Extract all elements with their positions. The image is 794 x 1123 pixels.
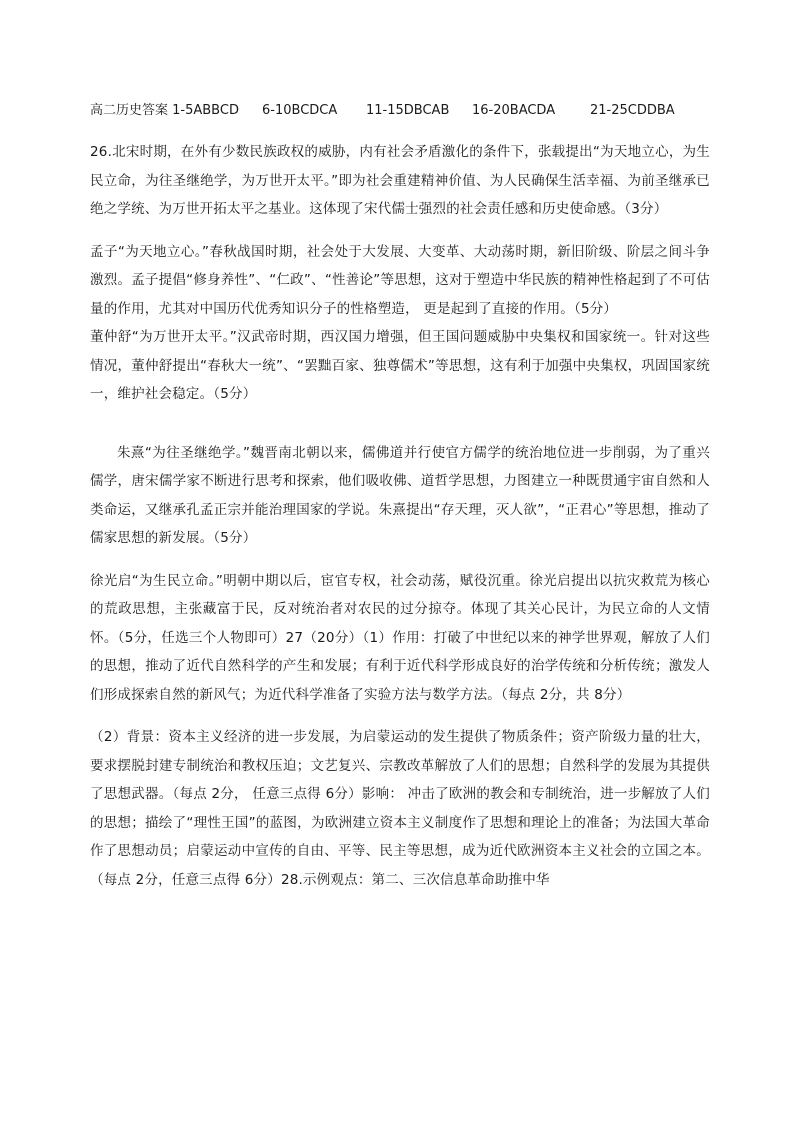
answers-16-20: 16-20BACDA [472,103,556,118]
answer-key-title: 高二历史答案 1-5ABBCD [90,103,239,118]
mencius-paragraph: 孟子“为天地立心。”春秋战国时期，社会处于大发展、大变革、大动荡时期，新旧阶级、阶层之间斗争激烈。孟子提倡“修身养性”、“仁政”、“性善论”等思想，这对于塑造中华民族的精神性格起到了不可估量的作用，尤其对中国历代优秀知识分子的性格塑造， 更是起到了直接的作用。（5分） [90,243,710,317]
answers-21-25: 21-25CDDBA [590,103,675,118]
answer-key-header [90,96,710,126]
zhu-xi-paragraph: 朱熹“为往圣继绝学。”魏晋南北朝以来，儒佛道并行使官方儒学的统治地位进一步削弱，为了重兴儒学，唐宋儒学家不断进行思考和探索，他们吸收佛、道哲学思想，力图建立一种既贯通宇宙自然和人类命运，又继承孔孟正宗并能治理国家的学说。朱熹提出“存天理，灭人欲”，“正君心”等思想，推动了儒家思想的新发展。（5分） [90,444,710,546]
document-page [90,96,710,894]
answers-11-15: 11-15DBCAB [366,103,450,118]
xu-guangqi-paragraph: 徐光启“为生民立命。”明朝中期以后，宦官专权，社会动荡，赋役沉重。徐光启提出以抗灾救荒为核心的荒政思想，主张藏富于民，反对统治者对农民的过分掠夺。体现了其关心民计，为民立命的人文情怀。（5分，任选三个人物即可）27（20分）（1）作用：打破了中世纪以来的神学世界观，解放了人们的思想，推动了近代自然科学的产生和发展；有利于近代科学形成良好的治学传统和分析传统；激发人们形成探索自然的新风气；为近代科学准备了实验方法与数学方法。（每点 2分，共 8分） [90,572,710,703]
question-26-answer: 26.北宋时期，在外有少数民族政权的威胁，内有社会矛盾激化的条件下，张载提出“为天地立心，为生民立命，为往圣继绝学，为万世开太平。”即为社会重建精神价值、为人民确保生活幸福、为前圣继承已绝之学统、为万世开拓太平之基业。这体现了宋代儒士强烈的社会责任感和历史使命感。（3分） [90,144,710,217]
question-27-part-2: （2）背景：资本主义经济的进一步发展，为启蒙运动的发生提供了物质条件；资产阶级力量的壮大，要求摆脱封建专制统治和教权压迫；文艺复兴、宗教改革解放了人们的思想；自然科学的发展为其提供了思想武器。（每点 2分， 任意三点得 6分）影响： 冲击了欧洲的教会和专制统治，进一步解放了人们的思想；描绘了“理性王国”的蓝图，为欧洲建立资本主义制度作了思想和理论上的准备；为法国大革命作了思想动员；启蒙运动中宣传的自由、平等、民主等思想，成为近代欧洲资本主义社会的立国之本。（每点 2分，任意三点得 6分）28.示例观点：第二、三次信息革命助推中华 [90,729,710,888]
dong-zhongshu-paragraph: 董仲舒“为万世开太平。”汉武帝时期，西汉国力增强，但王国问题威胁中央集权和国家统一。针对这些情况，董仲舒提出“春秋大一统”、“罢黜百家、独尊儒术”等思想，这有利于加强中央集权，巩固国家统一，维护社会稳定。（5分） [90,329,710,402]
answers-6-10: 6-10BCDCA [262,103,338,118]
